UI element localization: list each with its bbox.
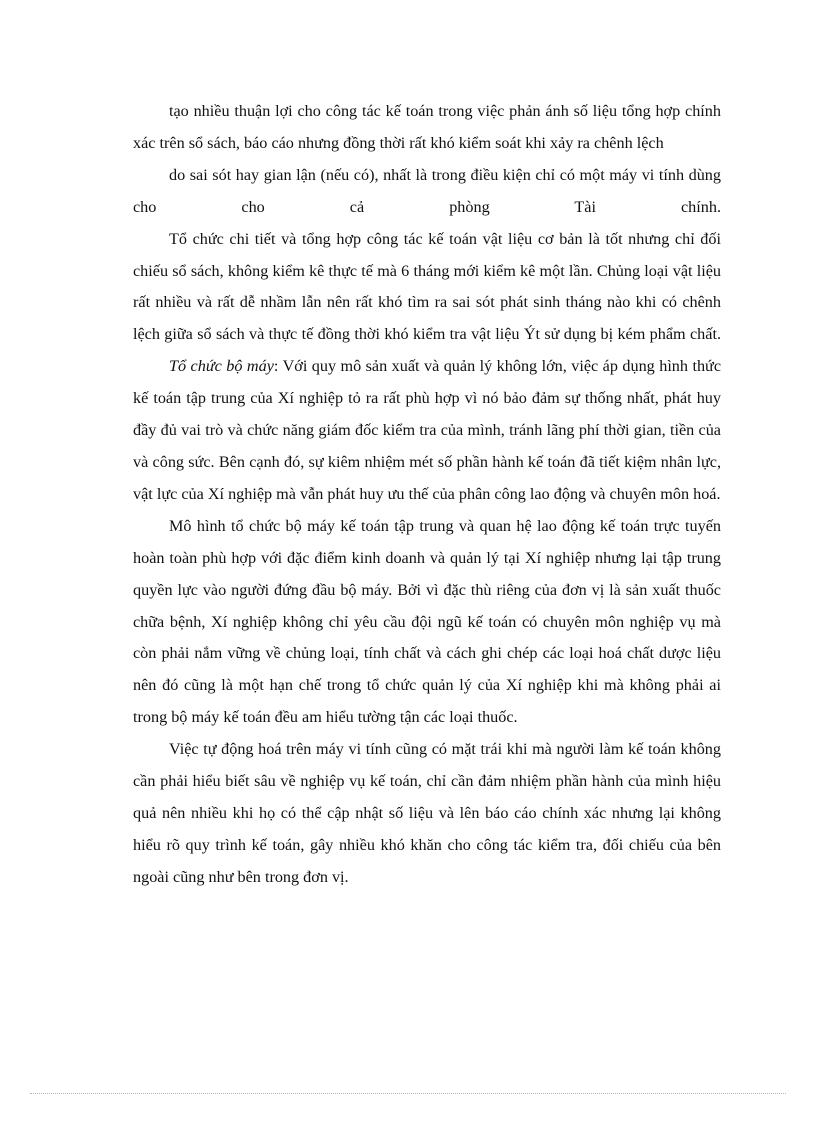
document-body	[133, 96, 721, 894]
paragraph-centralized-model: Mô hình tổ chức bộ máy kế toán tập trung và quan hệ lao động kế toán trực tuyến hoàn toàn phù hợp với đặc điểm kinh doanh và quản lý tại Xí nghiệp nhưng lại tập trung quyền lực vào người đứng đầu bộ máy. Bởi vì đặc thù riêng của đơn vị là sản xuất thuốc chữa bệnh, Xí nghiệp không chỉ yêu cầu đội ngũ kế toán có chuyên môn nghiệp vụ mà còn phải nắm vững về chủng loại, tính chất và cách ghi chép các loại hoá chất dược liệu nên đó cũng là một hạn chế trong tổ chức quản lý của Xí nghiệp khi mà không phải ai trong bộ máy kế toán đều am hiểu tường tận các loại thuốc.	[133, 516, 721, 727]
paragraph-materials: Tổ chức chi tiết và tổng hợp công tác kế toán vật liệu cơ bản là tốt nhưng chỉ đối chiếu sổ sách, không kiểm kê thực tế mà 6 tháng mới kiểm kê một lần. Chủng loại vật liệu rất nhiều và rất dễ nhầm lẫn nên rất khó tìm ra sai sót phát sinh tháng nào khi có chênh lệch giữa sổ sách và thực tế đồng thời khó kiểm tra vật liệu Ýt sử dụng bị kém phẩm chất.	[133, 229, 721, 344]
paragraph-organization-lead: Tổ chức bộ máy	[169, 357, 274, 376]
page-bottom-rule	[30, 1093, 786, 1094]
paragraph-discrepancy: tạo nhiều thuận lợi cho công tác kế toán trong việc phản ánh số liệu tổng hợp chính xác trên sổ sách, báo cáo nhưng đồng thời rất khó kiểm soát khi xảy ra chênh lệch	[133, 102, 721, 152]
paragraph-automation: Việc tự động hoá trên máy vi tính cũng có mặt trái khi mà người làm kế toán không cần phải hiểu biết sâu về nghiệp vụ kế toán, chỉ cần đảm nhiệm phần hành của mình hiệu quả nên nhiều khi họ có thể cập nhật số liệu và lên báo cáo chính xác nhưng lại không hiểu rõ quy trình kế toán, gây nhiều khó khăn cho công tác kiểm tra, đối chiếu của bên ngoài cũng như bên trong đơn vị.	[133, 740, 721, 886]
paragraph-organization-text: : Với quy mô sản xuất và quản lý không lớn, việc áp dụng hình thức kế toán tập trung của Xí nghiệp tỏ ra rất phù hợp vì nó bảo đảm sự thống nhất, phát huy đầy đủ vai trò và chức năng giám đốc kiểm tra của mình, tránh lãng phí thời gian, tiền của và công sức. Bên cạnh đó, sự kiêm nhiệm mét số phần hành kế toán đã tiết kiệm nhân lực, vật lực của Xí nghiệp mà vẫn phát huy ưu thế của phân công lao động và chuyên môn hoá.	[133, 357, 722, 503]
paragraph-single-computer: do sai sót hay gian lận (nếu có), nhất là trong điều kiện chỉ có một máy vi tính dùng cho cho cả phòng Tài chính.	[133, 165, 721, 216]
paragraph-organization	[133, 351, 721, 511]
